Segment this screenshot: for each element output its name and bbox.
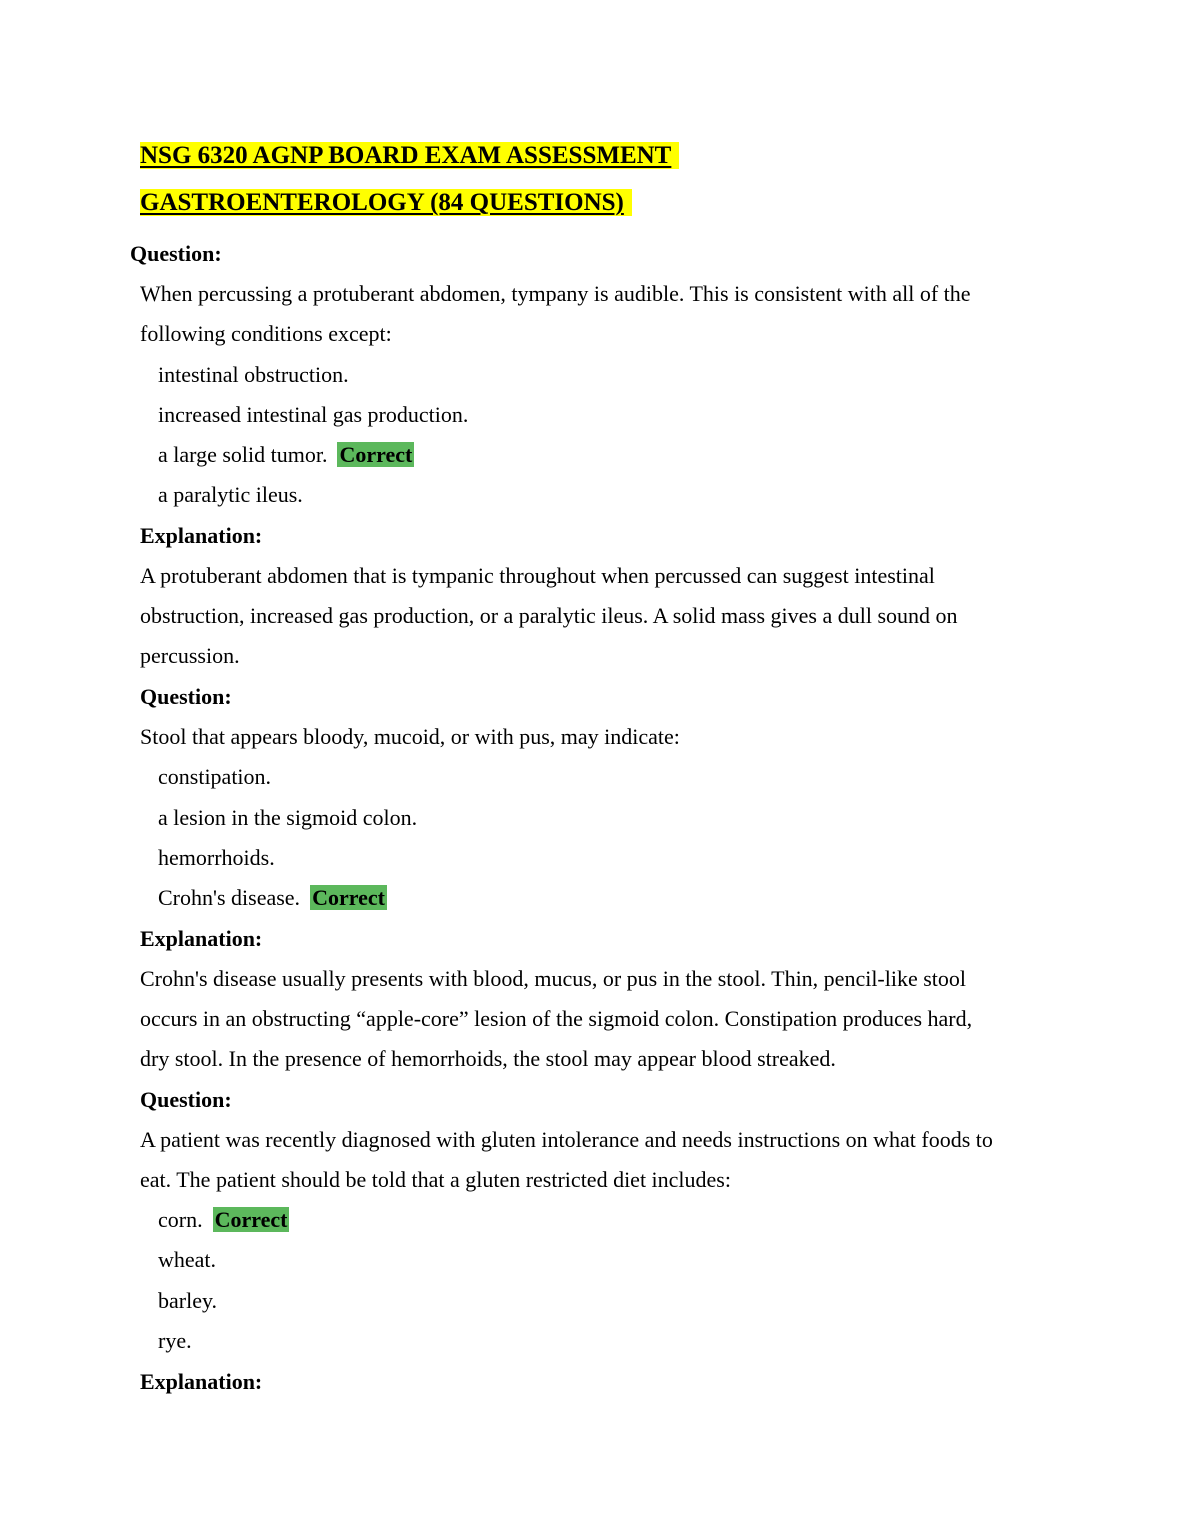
document-title-line-1: NSG 6320 AGNP BOARD EXAM ASSESSMENT bbox=[140, 140, 679, 172]
document-title-line-2: GASTROENTEROLOGY (84 QUESTIONS) bbox=[140, 187, 632, 219]
explanation-text: dry stool. In the presence of hemorrhoids, the stool may appear blood streaked. bbox=[140, 1046, 836, 1071]
answer-option bbox=[158, 1205, 289, 1235]
answer-option bbox=[158, 883, 387, 913]
explanation-text: occurs in an obstructing “apple-core” lesion of the sigmoid colon. Constipation produces hard, bbox=[140, 1006, 973, 1031]
question-text: eat. The patient should be told that a gluten restricted diet includes: bbox=[140, 1167, 731, 1192]
correct-badge: Correct bbox=[339, 442, 413, 467]
answer-option: a lesion in the sigmoid colon. bbox=[158, 805, 418, 830]
answer-option: hemorrhoids. bbox=[158, 845, 275, 870]
question-label: Question: bbox=[140, 1087, 232, 1112]
question-text: Stool that appears bloody, mucoid, or with pus, may indicate: bbox=[140, 724, 680, 749]
answer-option: wheat. bbox=[158, 1247, 217, 1272]
explanation-text: Crohn's disease usually presents with blood, mucus, or pus in the stool. Thin, pencil-like stool bbox=[140, 966, 967, 991]
answer-option: intestinal obstruction. bbox=[158, 362, 349, 387]
answer-option bbox=[158, 440, 414, 470]
answer-option-text: a large solid tumor. bbox=[158, 442, 328, 467]
question-label: Question: bbox=[130, 241, 222, 266]
correct-badge: Correct bbox=[214, 1207, 288, 1232]
explanation-text: obstruction, increased gas production, or a paralytic ileus. A solid mass gives a dull sound on bbox=[140, 603, 958, 628]
question-label: Question: bbox=[140, 684, 232, 709]
answer-option: barley. bbox=[158, 1288, 218, 1313]
explanation-label: Explanation: bbox=[140, 926, 263, 951]
explanation-label: Explanation: bbox=[140, 523, 263, 548]
answer-option-text: Crohn's disease. bbox=[158, 885, 301, 910]
question-text: A patient was recently diagnosed with gluten intolerance and needs instructions on what foods to bbox=[140, 1127, 993, 1152]
explanation-text: percussion. bbox=[140, 643, 240, 668]
explanation-label: Explanation: bbox=[140, 1369, 263, 1394]
answer-option: increased intestinal gas production. bbox=[158, 402, 469, 427]
question-text: following conditions except: bbox=[140, 321, 392, 346]
answer-option: a paralytic ileus. bbox=[158, 482, 303, 507]
correct-badge: Correct bbox=[312, 885, 385, 910]
question-text: When percussing a protuberant abdomen, tympany is audible. This is consistent with all of the bbox=[140, 281, 971, 306]
answer-option-text: corn. bbox=[158, 1207, 203, 1232]
explanation-text: A protuberant abdomen that is tympanic throughout when percussed can suggest intestinal bbox=[140, 563, 935, 588]
answer-option: rye. bbox=[158, 1328, 192, 1353]
answer-option: constipation. bbox=[158, 764, 272, 789]
